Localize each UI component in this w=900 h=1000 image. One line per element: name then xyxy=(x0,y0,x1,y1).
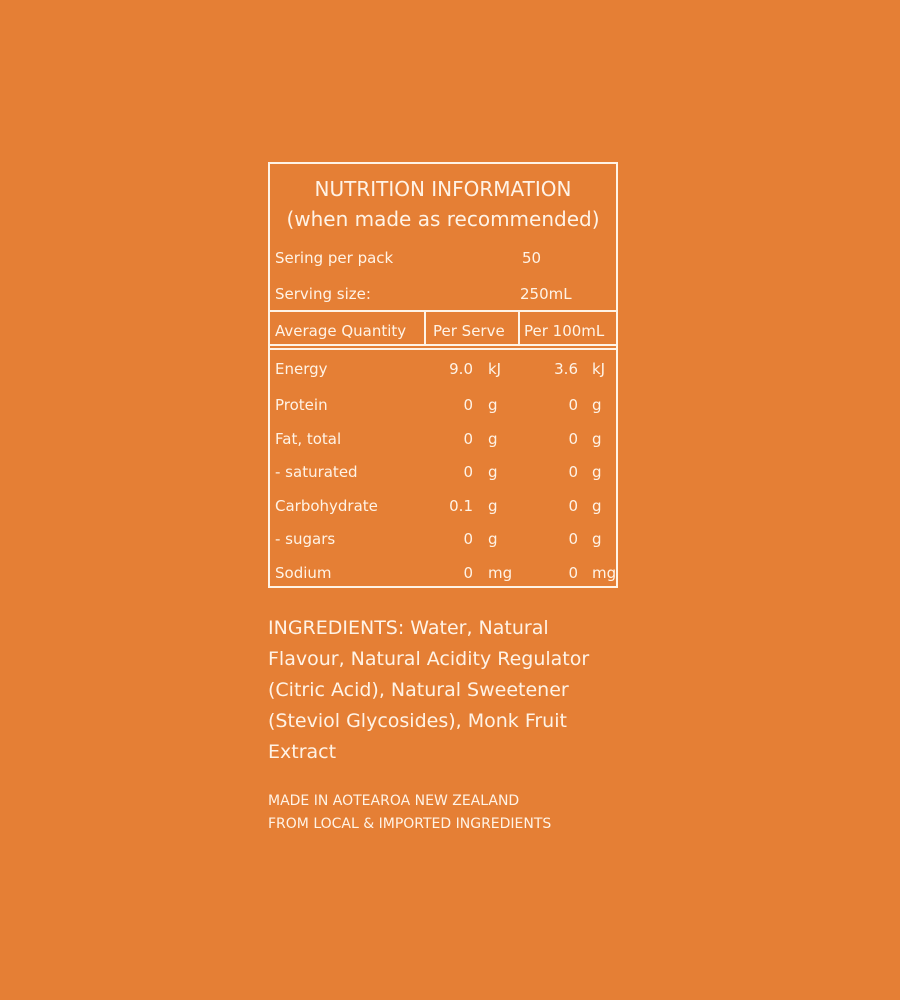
header-average-quantity: Average Quantity xyxy=(275,322,407,340)
per-100ml-unit: mg xyxy=(592,564,617,582)
nutrient-name: Fat, total xyxy=(275,430,342,448)
per-100ml-unit: g xyxy=(592,497,602,515)
per-serve-unit: g xyxy=(488,396,498,414)
per-serve-unit: g xyxy=(488,497,498,515)
per-100ml-value: 0 xyxy=(568,564,578,582)
header-per-serve: Per Serve xyxy=(433,322,505,340)
divider-col-2 xyxy=(518,310,520,346)
divider-header-1 xyxy=(270,344,616,346)
per-serve-value: 0 xyxy=(463,430,473,448)
per-100ml-unit: g xyxy=(592,396,602,414)
per-100ml-unit: g xyxy=(592,463,602,481)
nutrient-row xyxy=(270,429,616,449)
per-100ml-value: 0 xyxy=(568,396,578,414)
per-serve-unit: mg xyxy=(488,564,513,582)
per-serve-value: 0 xyxy=(463,564,473,582)
servings-per-pack-label: Sering per pack xyxy=(275,249,394,267)
nutrition-panel xyxy=(268,162,618,588)
origin-line-1: MADE IN AOTEAROA NEW ZEALAND xyxy=(268,793,520,809)
panel-subtitle: (when made as recommended) xyxy=(286,207,600,231)
per-serve-value: 0.1 xyxy=(449,497,473,515)
nutrient-name: Energy xyxy=(275,360,328,378)
nutrient-row xyxy=(270,496,616,516)
per-100ml-unit: g xyxy=(592,530,602,548)
divider-header-2 xyxy=(270,348,616,350)
per-100ml-value: 3.6 xyxy=(554,360,578,378)
per-100ml-unit: kJ xyxy=(592,360,606,378)
nutrient-name: Protein xyxy=(275,396,328,414)
per-serve-value: 0 xyxy=(463,530,473,548)
nutrient-name: - sugars xyxy=(275,530,336,548)
servings-per-pack-value: 50 xyxy=(522,249,542,267)
per-serve-unit: g xyxy=(488,530,498,548)
nutrient-name: Sodium xyxy=(275,564,332,582)
nutrient-row xyxy=(270,359,616,379)
nutrient-row xyxy=(270,462,616,482)
per-serve-value: 0 xyxy=(463,396,473,414)
nutrient-row xyxy=(270,529,616,549)
divider-col-1 xyxy=(424,310,426,346)
nutrient-name: - saturated xyxy=(275,463,358,481)
serving-size-label: Serving size: xyxy=(275,285,371,303)
per-serve-value: 9.0 xyxy=(449,360,473,378)
per-serve-unit: kJ xyxy=(488,360,502,378)
panel-title: NUTRITION INFORMATION xyxy=(314,177,572,201)
serving-size-value: 250mL xyxy=(520,285,572,303)
per-serve-unit: g xyxy=(488,430,498,448)
nutrient-name: Carbohydrate xyxy=(275,497,378,515)
ingredients-text: INGREDIENTS: Water, Natural Flavour, Natural Acidity Regulator (Citric Acid), Natural Sweetener (Steviol Glycosides), Monk Fruit Extract xyxy=(268,617,590,763)
header-per-100ml: Per 100mL xyxy=(524,322,605,340)
divider-top xyxy=(270,310,616,312)
per-serve-unit: g xyxy=(488,463,498,481)
origin-statement xyxy=(268,790,668,836)
per-100ml-value: 0 xyxy=(568,463,578,481)
per-100ml-value: 0 xyxy=(568,497,578,515)
per-100ml-unit: g xyxy=(592,430,602,448)
per-100ml-value: 0 xyxy=(568,430,578,448)
nutrient-row xyxy=(270,563,616,583)
nutrient-row xyxy=(270,395,616,415)
per-serve-value: 0 xyxy=(463,463,473,481)
origin-line-2: FROM LOCAL & IMPORTED INGREDIENTS xyxy=(268,816,552,832)
per-100ml-value: 0 xyxy=(568,530,578,548)
